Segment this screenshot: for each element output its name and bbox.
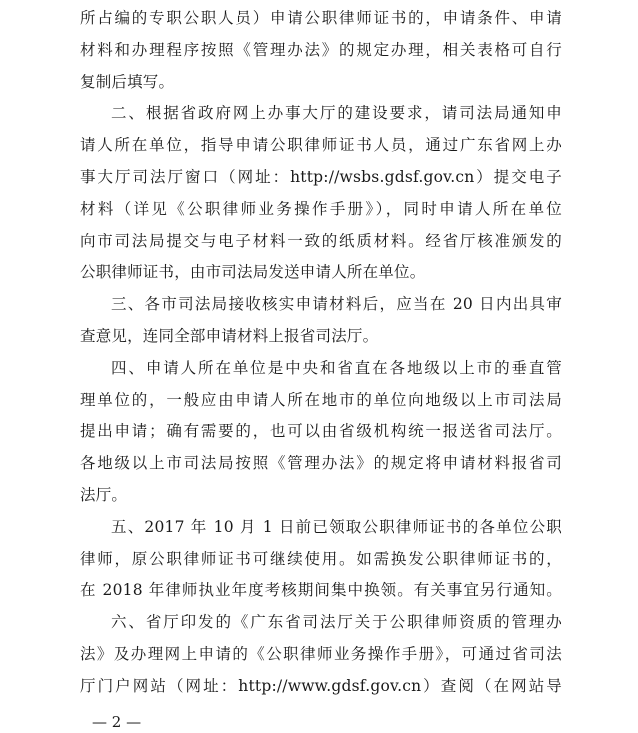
text-line: 事大厅司法厅窗口（网址：http://wsbs.gdsf.gov.cn）提交电子 [80, 167, 562, 186]
text-line: 材料（详见《公职律师业务操作手册》），同时申请人所在单位 [80, 199, 562, 218]
text-line: 二、根据省政府网上办事大厅的建设要求，请司法局通知申 [111, 104, 562, 123]
text-line: 六、省厅印发的《广东省司法厅关于公职律师资质的管理办 [111, 613, 562, 632]
text-line: 三、各市司法局接收核实申请材料后，应当在 20 日内出具审 [111, 295, 562, 314]
text-line: 律师，原公职律师证书可继续使用。如需换发公职律师证书的， [80, 549, 562, 568]
text-line: 请人所在单位，指导申请公职律师证书人员，通过广东省网上办 [80, 136, 562, 155]
page-number: — 2 — [92, 713, 142, 731]
text-line: 厅门户网站（网址：http://www.gdsf.gov.cn）查阅（在网站导 [80, 676, 562, 695]
text-line: 提出申请；确有需要的，也可以由省级机构统一报送省司法厅。 [80, 422, 562, 441]
text-line: 理单位的，一般应由申请人所在地市的单位向地级以上市司法局 [80, 390, 562, 409]
text-line: 复制后填写。 [80, 72, 175, 91]
text-line: 法》及办理网上申请的《公职律师业务操作手册》，可通过省司法 [80, 644, 562, 663]
text-line: 查意见，连同全部申请材料上报省司法厅。 [80, 326, 379, 345]
text-line: 五、2017 年 10 月 1 日前已领取公职律师证书的各单位公职 [111, 517, 562, 536]
document-body [80, 0, 562, 703]
text-line: 向市司法局提交与电子材料一致的纸质材料。经省厅核准颁发的 [80, 231, 562, 250]
text-line: 材料和办理程序按照《管理办法》的规定办理，相关表格可自行 [80, 40, 562, 59]
text-line: 法厅。 [80, 485, 128, 504]
text-line: 四、申请人所在单位是中央和省直在各地级以上市的垂直管 [111, 358, 562, 377]
text-line: 各地级以上市司法局按照《管理办法》的规定将申请材料报省司 [80, 454, 562, 473]
text-line: 所占编的专职公职人员）申请公职律师证书的，申请条件、申请 [80, 9, 562, 27]
text-line: 在 2018 年律师执业年度考核期间集中换领。有关事宜另行通知。 [80, 581, 562, 600]
text-line: 公职律师证书，由市司法局发送申请人所在单位。 [80, 263, 426, 282]
